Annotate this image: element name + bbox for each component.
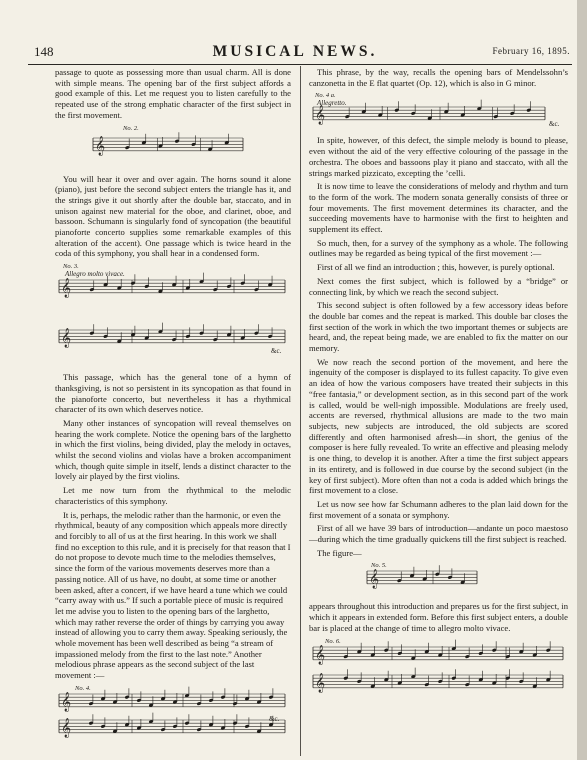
music-example-3 [55, 262, 291, 366]
page-number: 148 [34, 44, 54, 59]
treble-clef-icon: 𝄞 [61, 691, 72, 712]
paragraph: Many other instances of syncopation will reveal themselves on hearing the work complete. Notice the opening bars of the larghetto in which the first violins, being divided, play the melody in octaves, whilst the second violins and violas have a broken accompaniment which, though quite simple in itself, lends a distinct character to the lovely air played by the first violins. [55, 417, 291, 482]
paragraph: It is now time to leave the considerations of melody and rhythm and turn to the form of the work. The modern sonata generally consists of three or four movements. The first movement determines its character, and the succeeding movements have to harmonise with the first to heighten and supplement its effect. [309, 181, 568, 235]
music-staff [309, 561, 568, 595]
etcetera-mark: &c. [271, 347, 282, 356]
treble-clef-icon: 𝄞 [315, 105, 326, 126]
music-staff [309, 637, 568, 703]
staff-system [59, 323, 285, 348]
figure-label: No. 6. [325, 637, 341, 645]
treble-clef-icon: 𝄞 [61, 717, 72, 738]
column-divider [300, 66, 301, 756]
paragraph: appears throughout this introduction and prepares us for the first subject, in which it appears in extended form. Before this first subject enters, a double bar is placed at the change of time to allegro molto vivace. [309, 601, 568, 633]
treble-clef-icon: 𝄞 [61, 278, 72, 299]
music-example-4a [309, 91, 568, 129]
staff-system [59, 712, 285, 737]
paragraph: The figure— [317, 547, 362, 558]
figure-label: No. 2. [123, 124, 139, 132]
paragraph: We now reach the second portion of the movement, and here the ingenuity of the composer is displayed to its fullest capacity. To give even an idea of how the various composers have treated their subjects in this “free fantasia,” or development section, as in this second part of the work is called, would be well-nigh impossible. Modulations are freely used, accents are reversed, rhythmical allusions are made to the two main subjects, new subjects are introduced, the old subjects are scored differently and often harmonised afresh—in short, the genius of the composer is here fully revealed. To write an effective and pleasing melody is one thing, to develop it is another. After a time the first subject appears in its entirety, and is followed in due course by the second subject (in the key of first subject). More often than not a coda is added which brings the first movement to a close. [309, 356, 568, 496]
treble-clef-icon: 𝄞 [315, 644, 326, 665]
staff-system [59, 686, 285, 711]
staff-system [313, 100, 545, 125]
music-example-6 [309, 637, 568, 703]
figure-label: No. 5. [371, 562, 387, 570]
figure-label: No. 4. [75, 684, 91, 692]
treble-clef-icon: 𝄞 [95, 135, 106, 156]
treble-clef-icon: 𝄞 [61, 328, 72, 349]
tempo-marking: Allegro molto vivace. [65, 270, 125, 279]
tempo-marking: Allegretto. [317, 99, 347, 108]
right-column [309, 67, 568, 709]
treble-clef-icon: 𝄞 [369, 569, 380, 590]
paragraph: This second subject is often followed by a few accessory ideas before the double bar comes and the repeat is marked. This double bar closes the first section of the work in which the two important themes or subjects are heard, and, the repeat being made, we are enabled to fix the matter on our memory. [309, 300, 568, 354]
etcetera-mark: &c. [269, 714, 280, 723]
left-column [55, 67, 291, 750]
paragraph: First of all we find an introduction ; this, however, is purely optional. [317, 262, 555, 273]
music-example-5 [309, 561, 568, 595]
page-header [20, 44, 570, 60]
figure-label: No. 3. [63, 263, 79, 271]
music-example-2 [55, 124, 291, 168]
paragraph: Next comes the first subject, which is followed by a “bridge” or connecting link, by which we reach the second subject. [309, 275, 568, 297]
paragraph: Let us now see how far Schumann adheres to the plan laid down for the first movement of a sonata or symphony. [309, 498, 568, 520]
staff-system [93, 132, 243, 156]
treble-clef-icon: 𝄞 [315, 672, 326, 693]
music-staff [309, 91, 568, 129]
paragraph: In spite, however, of this defect, the simple melody is bound to please, even without the aid of the very effective colouring of the passage in the orchestra. The oboes and bassoons play it piano and staccato, with all the strings marked pizzicato, excepting the ’celli. [309, 135, 568, 178]
paragraph: This phrase, by the way, recalls the opening bars of Mendelssohn’s canzonetta in the E flat quartet (Op. 12), which is also in G minor. [309, 67, 568, 88]
paragraph: So much, then, for a survey of the symphony as a whole. The following outlines may be regarded as being typical of the first movement :— [309, 237, 568, 259]
paragraph: It is, perhaps, the melodic rather than the harmonic, or even the rhythmical, beauty of any composition which appeals more directly and forcibly to all of us at the first hearing. In this work we shall find no exception to this rule, and it is precisely for that reason that I do not propose to devote much time to the melodies themselves, since the form of the various movements deserves more than a passing notice. All of us have, no doubt, at some time or another been asked, after a concert, if we have heard a tune which we could “carry away with us.” If such a portable piece of music is required let me advise you to listen to the opening bars of the larghetto, which may rather reverse the order of things by carrying you away instead of allowing you to carry them away. Speaking seriously, the whole movement has been well described as being “a stream of impassioned melody from the first to the last note.” Another melodious phrase appears as the second subject of the last movement :— [55, 509, 291, 681]
publication-title: MUSICAL NEWS. [212, 43, 378, 60]
page-edge [577, 0, 587, 760]
paragraph: You will hear it over and over again. The horns sound it alone (piano), just before the second subject enters the triangle has it, and the strings give it out shortly after the double bar, staccato, and in unison against new material for the oboe, and clarinet, oboe, and bassoon. Schumann is singularly fond of syncopation (the beautiful pianoforte concerto supplies some remarkable examples of this alteration of the accent). One passage which is twice heard in the coda of this symphony, you shall hear in a condensed form. [55, 173, 291, 259]
header-rule [28, 64, 572, 65]
etcetera-mark: &c. [549, 120, 560, 129]
paragraph: passage to quote as possessing more than usual charm. All is done with simple means. The opening bar of the first subject affords a good example of this. Let me request you to listen carefully to the repeated use of the strong emphatic character of the first subject in the first movement. [55, 67, 291, 120]
staff-system [313, 667, 563, 692]
paragraph: This passage, which has the general tone of a hymn of thanksgiving, is not so persistent in its syncopation as that found in the pianoforte concerto, but nevertheless it has a rhythmical character of its own which deserves notice. [55, 372, 291, 415]
paragraph: First of all we have 39 bars of introduction—andante un poco maestoso—during which the time gradually quickens till the first subject is reached. [309, 523, 568, 545]
figure-label: No. 4 a. [315, 92, 336, 100]
music-staff [55, 124, 291, 168]
paragraph: Let me now turn from the rhythmical to the melodic characteristics of this symphony. [55, 485, 291, 506]
staff-system [313, 639, 563, 664]
music-example-4 [55, 684, 291, 744]
issue-date: February 16, 1895. [492, 46, 570, 56]
